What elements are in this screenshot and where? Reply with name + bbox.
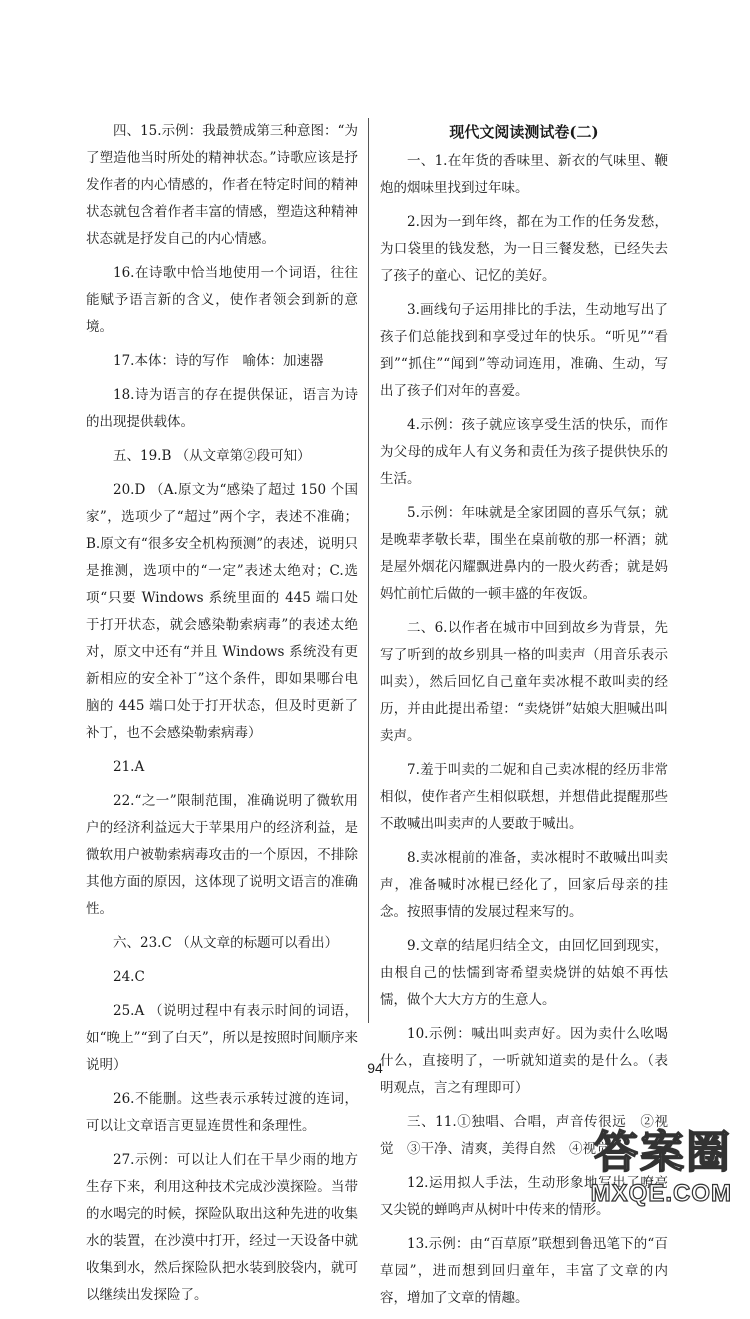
answer-r11: 三、11.①独唱、合唱，声音传很远 ②视觉 ③干净、清爽，美得自然 ④视觉 <box>380 1114 668 1157</box>
section-title: 现代文阅读测试卷(二) <box>449 123 599 141</box>
answer-r13: 13.示例：由“百草原”联想到鲁迅笔下的“百草园”，进而想到回归童年，丰富了文章的内容，增加了文章的情趣。 <box>380 1236 668 1306</box>
answer-24: 24.C <box>113 969 145 985</box>
answer-27: 27.示例：可以让人们在干旱少雨的地方生存下来，利用这种技术完成沙漠探险。当带的水喝完的时候，探险队取出这种先进的收集水的装置，在沙漠中打开，经过一天设备中就收集到水，然后探险队把水装到胶袋内，就可以继续出发探险了。 <box>86 1152 358 1303</box>
answer-15: 四、15.示例：我最赞成第三种意图：“为了塑造他当时所处的精神状态。”诗歌应该是抒发作者的内心情感的，作者在特定时间的精神状态就包含着作者丰富的情感，塑造这种精神状态就是抒发自己的内心情感。 <box>86 123 358 247</box>
column-divider <box>368 118 369 1023</box>
answer-r7: 7.羞于叫卖的二妮和自己卖冰棍的经历非常相似，使作者产生相似联想，并想借此提醒那些不敢喊出叫卖声的人要敢于喊出。 <box>380 762 668 832</box>
answer-r9: 9.文章的结尾归结全文，由回忆回到现实，由根自己的怯懦到寄希望卖烧饼的姑娘不再怯懦，做个大大方方的生意人。 <box>380 938 668 1008</box>
watermark-logo <box>572 1116 742 1208</box>
answer-16: 16.在诗歌中恰当地使用一个词语，往往能赋予语言新的含义，使作者领会到新的意境。 <box>86 265 358 335</box>
page-number: 94 <box>367 1060 383 1076</box>
answer-r10: 10.示例：喊出叫卖声好。因为卖什么吆喝什么，直接明了，一听就知道卖的是什么。（表明观点，言之有理即可） <box>380 1026 668 1096</box>
answer-r8: 8.卖冰棍前的准备，卖冰棍时不敢喊出叫卖声，准备喊时冰棍已经化了，回家后母亲的挂念。按照事情的发展过程来写的。 <box>380 850 668 920</box>
watermark-text-top: 答案圈 <box>594 1127 732 1178</box>
answer-19: 五、19.B （从文章第②段可知） <box>113 448 311 464</box>
answer-23: 六、23.C （从文章的标题可以看出） <box>113 935 339 951</box>
left-column <box>86 118 358 1316</box>
answer-r4: 4.示例：孩子就应该享受生活的快乐，而作为父母的成年人有义务和责任为孩子提供快乐的生活。 <box>380 417 668 487</box>
answer-r12: 12.运用拟人手法，生动形象地写出了嘹亮又尖锐的蝉鸣声从树叶中传来的情形。 <box>380 1175 668 1218</box>
answer-r1: 一、1.在年货的香味里、新衣的气味里、鞭炮的烟味里找到过年味。 <box>380 153 668 196</box>
answer-r6: 二、6.以作者在城市中回到故乡为背景，先写了听到的故乡别具一格的叫卖声（用音乐表示叫卖），然后回忆自己童年卖冰棍不敢叫卖的经历，并由此提出希望：“卖烧饼”姑娘大胆喊出叫卖声。 <box>380 620 668 744</box>
answer-20: 20.D （A.原文为“感染了超过 150 个国家”，选项少了“超过”两个字，表述不准确；B.原文有“很多安全机构预测”的表述，说明只是推测，选项中的“一定”表述太绝对；C.选项“只要 Windows 系统里面的 445 端口处于打开状态，就会感染勒索病毒”的表述太绝对，原文中还有“并且 Windows 系统没有更新相应的安全补丁”这个条件，即如果哪台电脑的 445 端口处于打开状态，但及时更新了补丁，也不会感染勒索病毒） <box>86 482 358 741</box>
answer-25: 25.A （说明过程中有表示时间的词语，如“晚上”“到了白天”，所以是按照时间顺序来说明） <box>86 1003 358 1073</box>
answer-r2: 2.因为一到年终，都在为工作的任务发愁，为口袋里的钱发愁，为一日三餐发愁，已经失去了孩子的童心、记忆的美好。 <box>380 214 668 284</box>
answer-22: 22.“之一”限制范围，准确说明了微软用户的经济利益远大于苹果用户的经济利益，是微软用户被勒索病毒攻击的一个原因，不排除其他方面的原因，这体现了说明文语言的准确性。 <box>86 793 358 917</box>
answer-17: 17.本体：诗的写作 喻体：加速器 <box>113 353 324 369</box>
answer-r5: 5.示例：年味就是全家团圆的喜乐气氛；就是晚辈孝敬长辈，围坐在桌前敬的那一杯酒；就是屋外烟花闪耀飘进鼻内的一股火药香；就是妈妈忙前忙后做的一顿丰盛的年夜饭。 <box>380 505 668 602</box>
answer-18: 18.诗为语言的存在提供保证，语言为诗的出现提供载体。 <box>86 387 358 430</box>
answer-21: 21.A <box>113 759 145 775</box>
watermark-text-bottom: MXQE.COM <box>590 1180 732 1207</box>
answer-26: 26.不能删。这些表示承转过渡的连词，可以让文章语言更显连贯性和条理性。 <box>86 1091 358 1134</box>
answer-r3: 3.画线句子运用排比的手法，生动地写出了孩子们总能找到和享受过年的快乐。“听见”“看到”“抓住”“闻到”等动词连用，准确、生动，写出了孩子们对年的喜爱。 <box>380 302 668 399</box>
